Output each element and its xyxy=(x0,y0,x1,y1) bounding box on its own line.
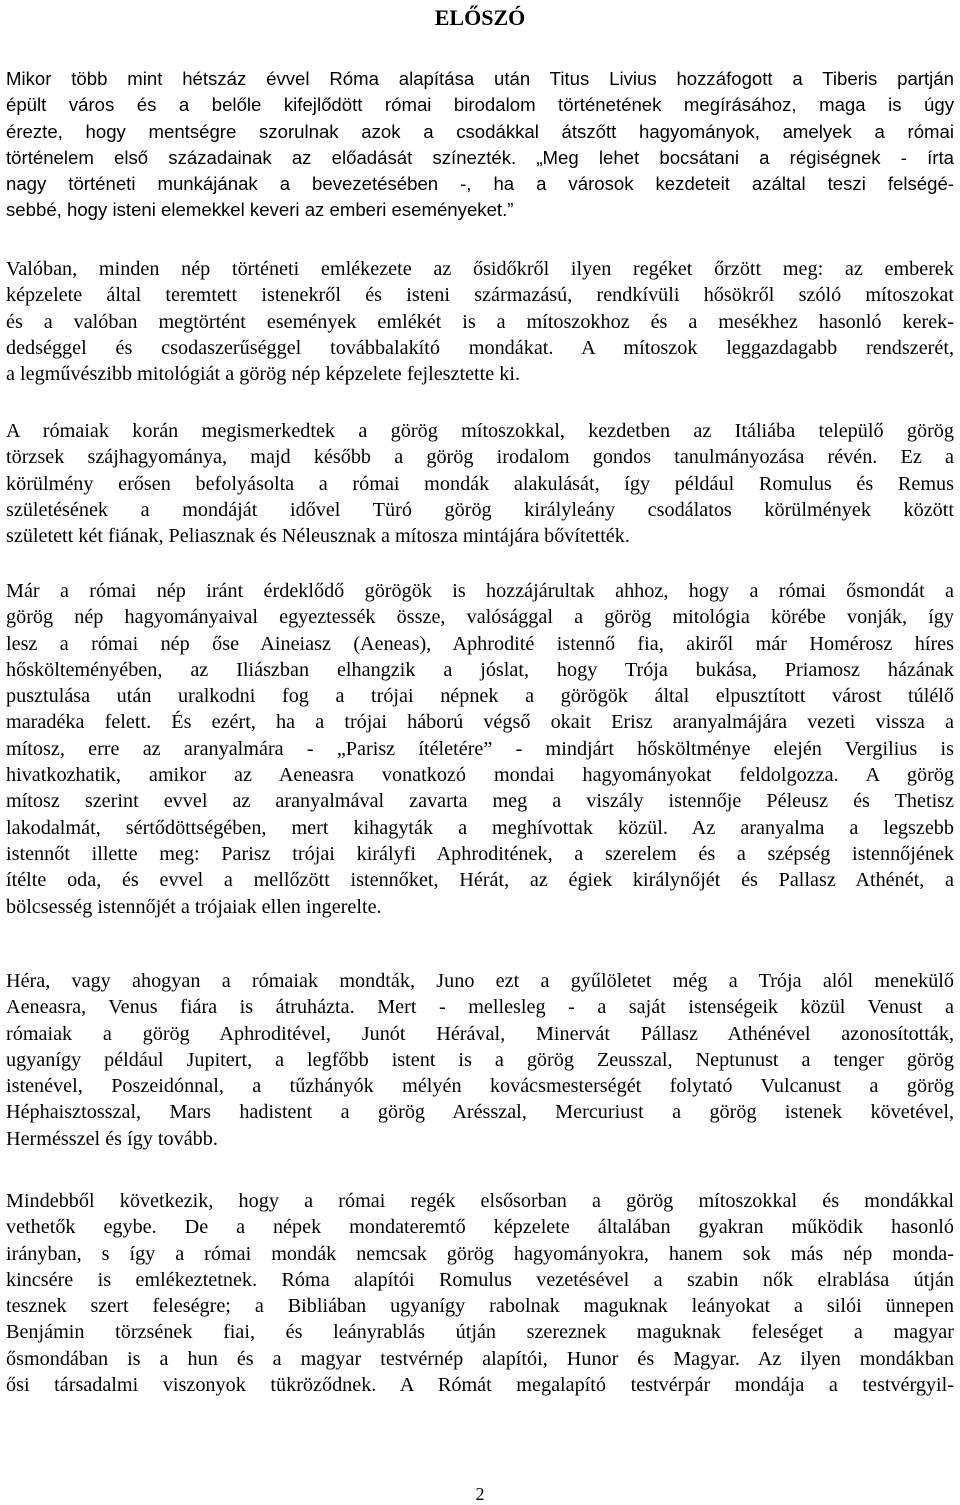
paragraph-3 xyxy=(6,418,954,549)
paragraph-line: születésének a mondáját idővel Türó görög királyleány csodálatos körülmények között xyxy=(6,498,954,521)
paragraph-line: Mindebből következik, hogy a római regék elsősorban a görög mítoszokkal és mondákkal xyxy=(6,1190,954,1212)
paragraph-2 xyxy=(6,256,954,387)
paragraph-line: vethetők egybe. De a népek mondateremtő képzelete általában gyakran működik hasonló xyxy=(6,1216,954,1239)
paragraph-line: hőskölteményében, az Iliászban elhangzik a jóslat, hogy Trója bukása, Priamosz házának xyxy=(6,658,954,681)
paragraph-line: lesz a római nép őse Aineiasz (Aeneas), Aphrodité istennő fia, akiről már Homérosz híres xyxy=(6,632,954,655)
paragraph-line: A rómaiak korán megismerkedtek a görög mítoszokkal, kezdetben az Itáliába települő görög xyxy=(6,420,954,442)
paragraph-line: sebbé, hogy isteni elemekkel keveri az emberi eseményeket.” xyxy=(6,199,514,221)
paragraph-line: mítosz szerint evvel az aranyalmával zavarta meg a viszály istennője Péleusz és Thetisz xyxy=(6,790,954,813)
paragraph-line: épült város és a belőle kifejlődött római birodalom történetének megírásához, maga is úgy xyxy=(6,94,954,116)
paragraph-line: istenével, Poszeidónnal, a tűzhányók mélyén kovácsmesterségét folytató Vulcanust a görög xyxy=(6,1075,954,1098)
paragraph-line: hivatkozhatik, amikor az Aeneasra vonatkozó mondai hagyományokat feldolgozza. A görög xyxy=(6,764,954,787)
paragraph-line: Héphaisztosszal, Mars hadistent a görög Arésszal, Mercuriust a görög istenek követével, xyxy=(6,1101,954,1124)
paragraph-line: nagy történeti munkájának a bevezetésében -, ha a városok kezdeteit azáltal teszi felségé- xyxy=(6,173,954,195)
paragraph-line: görög nép hagyományaival egyeztessék össze, valósággal a görög mitológia körébe vonják, így xyxy=(6,606,954,629)
paragraph-line: és a valóban megtörtént események emlékét is a mítoszokhoz és a mesékhez hasonló kerek- xyxy=(6,310,954,333)
paragraph-line: pusztulása után uralkodni fog a trójai népnek a görögök által elpusztított várost túlélő xyxy=(6,685,954,708)
paragraph-line: Valóban, minden nép történeti emlékezete az ősidőkről ilyen regéket őrzött meg: az emberek xyxy=(6,258,954,280)
paragraph-line: bölcsesség istennőjét a trójaiak ellen ingerelte. xyxy=(6,895,382,918)
paragraph-line: Benjámin törzsének fiai, és leányrablás útján szereznek maguknak feleséget a magyar xyxy=(6,1321,954,1344)
page-number: 2 xyxy=(475,1484,485,1504)
paragraph-line: érezte, hogy mentségre szorulnak azok a csodákkal átszőtt hagyományok, amelyek a római xyxy=(6,120,954,142)
paragraph-line: körülmény erősen befolyásolta a római mondák alakulását, így például Romulus és Remus xyxy=(6,472,954,495)
paragraph-line: Aeneasra, Venus fiára is átruházta. Mert - mellesleg - a saját istenségeik közül Venust a xyxy=(6,996,954,1019)
paragraph-line: dedséggel és csodaszerűséggel továbbalakító mondákat. A mítoszok leggazdagabb rendszerét, xyxy=(6,336,954,359)
paragraph-line: született két fiának, Peliasznak és Néleusznak a mítosza mintájára bővítették. xyxy=(6,525,630,548)
paragraph-line: tesznek szert feleségre; a Bibliában ugyanígy rabolnak maguknak leányokat a silói ünnepen xyxy=(6,1295,954,1318)
paragraph-line: Mikor több mint hétszáz évvel Róma alapítása után Titus Livius hozzáfogott a Tiberis partján xyxy=(6,68,954,89)
page-title: ELŐSZÓ xyxy=(434,5,526,30)
paragraph-1 xyxy=(6,66,954,224)
paragraph-line: ugyanígy például Jupitert, a legfőbb istent is a görög Zeusszal, Neptunust a tenger görög xyxy=(6,1048,954,1071)
paragraph-line: irányban, s így a római mondák nemcsak görög hagyományokra, hanem sok más nép monda- xyxy=(6,1242,954,1265)
paragraph-line: mítosz, erre az aranyalmára - „Parisz ítéletére” - mindjárt hősköltménye elején Vergilius is xyxy=(6,737,954,760)
paragraph-line: kincsére is emlékeztetnek. Róma alapítói Romulus vezetésével a szabin nők elrablása útján xyxy=(6,1268,954,1291)
paragraph-line: törzsek szájhagyománya, majd később a görög irodalom gondos tanulmányozása révén. Ez a xyxy=(6,446,954,469)
paragraph-line: maradéka felett. És ezért, ha a trójai háború végső okait Erisz aranyalmájára vezeti vissza a xyxy=(6,711,954,734)
paragraph-5 xyxy=(6,968,954,1152)
paragraph-line: ítélte oda, és evvel a mellőzött istennőket, Hérát, az égiek királynőjét és Pallasz Athénét, a xyxy=(6,869,954,892)
paragraph-line: Már a római nép iránt érdeklődő görögök is hozzájárultak ahhoz, hogy a római ősmondát a xyxy=(6,580,954,602)
paragraph-line: a legművészibb mitológiát a görög nép képzelete fejlesztette ki. xyxy=(6,363,521,386)
paragraph-line: ősi társadalmi viszonyok tükröződnek. A Rómát megalapító testvérpár mondája a testvérgyil- xyxy=(6,1374,954,1397)
paragraph-line: rómaiak a görög Aphroditével, Junót Hérával, Minervát Pállasz Athénével azonosították, xyxy=(6,1022,954,1045)
paragraph-line: ősmondában is a hun és a magyar testvérnép alapítói, Hunor és Magyar. Az ilyen mondákban xyxy=(6,1347,954,1370)
paragraph-4 xyxy=(6,578,954,920)
paragraph-line: történelem első századainak az előadását színezték. „Meg lehet bocsátani a régiségnek - írta xyxy=(6,146,954,168)
paragraph-6 xyxy=(6,1188,954,1398)
paragraph-line: istennőt illette meg: Parisz trójai királyfi Aphroditének, a szerelem és a szépség istennőjének xyxy=(6,842,954,865)
paragraph-line: lakodalmát, sértődöttségében, mert kihagyták a meghívottak közül. Az aranyalma a legszebb xyxy=(6,816,954,839)
paragraph-line: képzelete által teremtett istenekről és isteni származású, rendkívüli hősökről szóló mítoszokat xyxy=(6,284,954,307)
paragraph-line: Hermésszel és így tovább. xyxy=(6,1127,218,1150)
paragraph-line: Héra, vagy ahogyan a rómaiak mondták, Juno ezt a gyűlöletet még a Trója alól menekülő xyxy=(6,970,954,992)
